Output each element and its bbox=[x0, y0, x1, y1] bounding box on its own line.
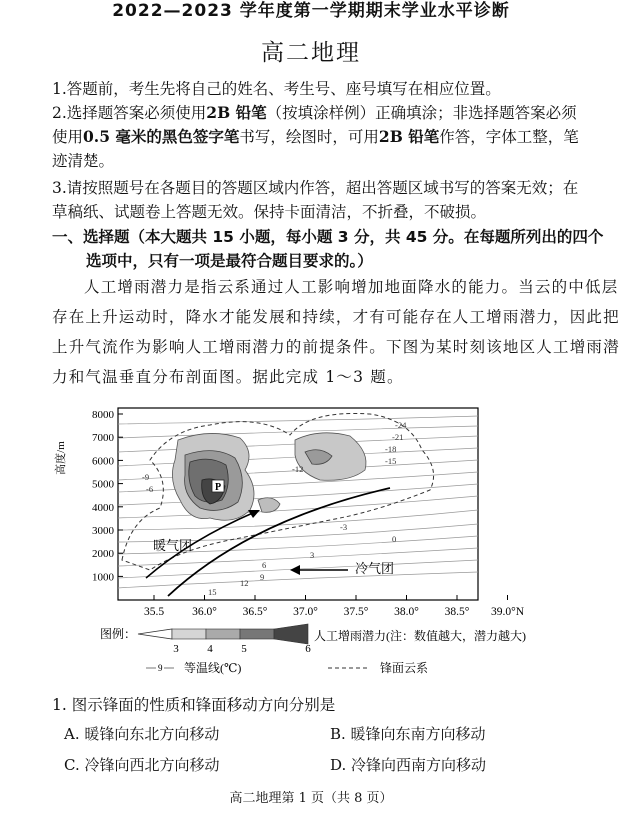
y-tick-label: 8000 bbox=[92, 409, 114, 421]
legend-value: 6 bbox=[305, 643, 311, 655]
x-tick-label: 38.0° bbox=[394, 606, 419, 618]
x-tick-label: 36.5° bbox=[242, 606, 268, 618]
legend-value: 5 bbox=[241, 643, 247, 655]
question-1-stem: 1. 图示锋面的性质和锋面移动方向分别是 bbox=[52, 696, 336, 714]
legend-values bbox=[173, 643, 311, 655]
isotherm-label: 6 bbox=[262, 560, 267, 570]
isotherm-label: -9 bbox=[142, 472, 150, 482]
point-p-label: P bbox=[215, 482, 222, 493]
section-heading-cont: 选项中，只有一项是最符合题目要求的。） bbox=[86, 252, 373, 270]
instruction-2: 2.选择题答案必须使用2B 铅笔（按填涂样例）正确填涂；非选择题答案必须 bbox=[52, 103, 577, 122]
section-heading: 一、选择题（本大题共 15 小题，每小题 3 分，共 45 分。在每题所列出的四个 bbox=[52, 228, 604, 246]
legend-swatch-6 bbox=[274, 624, 308, 644]
cross-section-figure bbox=[50, 400, 550, 685]
isotherm-label: -18 bbox=[385, 444, 397, 454]
legend-swatch-4 bbox=[206, 629, 240, 639]
isotherm-label: -21 bbox=[392, 432, 404, 442]
legend-description: 人工增雨潜力(注：数值越大，潜力越大) bbox=[314, 629, 526, 643]
exam-title: 2022—2023 学年度第一学期期末学业水平诊断 bbox=[112, 1, 510, 21]
warm-air-label: 暖气团 bbox=[153, 538, 193, 553]
isotherm-label: -24 bbox=[395, 420, 407, 430]
front-cloud-description: 锋面云系 bbox=[380, 661, 429, 675]
isotherm-label: -15 bbox=[385, 456, 397, 466]
isotherm-label: -6 bbox=[146, 484, 154, 494]
instruction-3-cont: 草稿纸、试题卷上答题无效。保持卡面清洁，不折叠，不破损。 bbox=[52, 203, 487, 221]
isotherm-label: 15 bbox=[208, 587, 217, 597]
isotherm-label: 3 bbox=[310, 550, 315, 560]
isotherm-label: 12 bbox=[240, 578, 249, 588]
x-tick-label: 37.5° bbox=[343, 606, 369, 618]
x-tick-label: 38.5° bbox=[444, 606, 470, 618]
legend-prefix: 图例： bbox=[100, 627, 137, 641]
legend-value: 4 bbox=[207, 643, 213, 655]
passage-line-2: 存在上升运动时，降水才能发展和持续，才有可能存在人工增雨潜力，因此把 bbox=[52, 308, 620, 326]
isotherm-description: 等温线(℃) bbox=[184, 661, 242, 675]
page-footer: 高二地理第 1 页（共 8 页） bbox=[229, 791, 393, 806]
legend-wedge bbox=[138, 629, 172, 639]
isotherm-label: 0 bbox=[392, 534, 397, 544]
isotherm-label: -12 bbox=[292, 464, 304, 474]
legend-value: 3 bbox=[173, 643, 179, 655]
instruction-2-end: 迹清楚。 bbox=[52, 152, 115, 170]
option-a[interactable]: A. 暖锋向东北方向移动 bbox=[64, 725, 220, 743]
instruction-2-cont: 使用0.5 毫米的黑色签字笔书写，绘图时，可用2B 铅笔作答，字体工整，笔 bbox=[52, 127, 579, 146]
passage-line-4: 力和气温垂直分布剖面图。据此完成 1～3 题。 bbox=[52, 368, 404, 386]
y-tick-label: 3000 bbox=[92, 525, 114, 537]
y-tick-label: 2000 bbox=[92, 548, 114, 561]
passage-line-1: 人工增雨潜力是指云系通过人工影响增加地面降水的能力。当云的中低层 bbox=[84, 278, 619, 296]
legend-swatch-3 bbox=[172, 629, 206, 639]
option-b[interactable]: B. 暖锋向东南方向移动 bbox=[330, 725, 486, 743]
isotherm-label: -3 bbox=[340, 522, 348, 532]
cold-air-label: 冷气团 bbox=[355, 561, 395, 576]
x-tick-label: 36.0° bbox=[192, 606, 217, 618]
y-tick-label: 5000 bbox=[92, 478, 114, 491]
option-c[interactable]: C. 冷锋向西北方向移动 bbox=[64, 756, 220, 774]
isotherm-label: 9 bbox=[260, 572, 265, 582]
instruction-3: 3.请按照题号在各题目的答题区域内作答，超出答题区域书写的答案无效；在 bbox=[52, 179, 579, 197]
isotherm-sample-value: 9 bbox=[158, 663, 163, 673]
passage-line-3: 上升气流作为影响人工增雨潜力的前提条件。下图为某时刻该地区人工增雨潜 bbox=[52, 338, 620, 356]
instruction-1: 1.答题前，考生先将自己的姓名、考生号、座号填写在相应位置。 bbox=[52, 80, 501, 98]
y-tick-label: 1000 bbox=[92, 571, 114, 584]
y-axis-label: 高度/m bbox=[55, 441, 67, 475]
y-tick-label: 4000 bbox=[92, 501, 114, 514]
subject-title: 高二地理 bbox=[261, 40, 361, 66]
x-tick-label: 35.5 bbox=[143, 606, 165, 618]
x-tick-label: 39.0°N bbox=[490, 606, 525, 618]
legend-swatch-5 bbox=[240, 629, 274, 639]
option-d[interactable]: D. 冷锋向西南方向移动 bbox=[330, 756, 487, 774]
y-tick-label: 7000 bbox=[92, 432, 114, 445]
y-tick-label: 6000 bbox=[92, 455, 114, 468]
x-tick-label: 37.0° bbox=[293, 606, 318, 618]
